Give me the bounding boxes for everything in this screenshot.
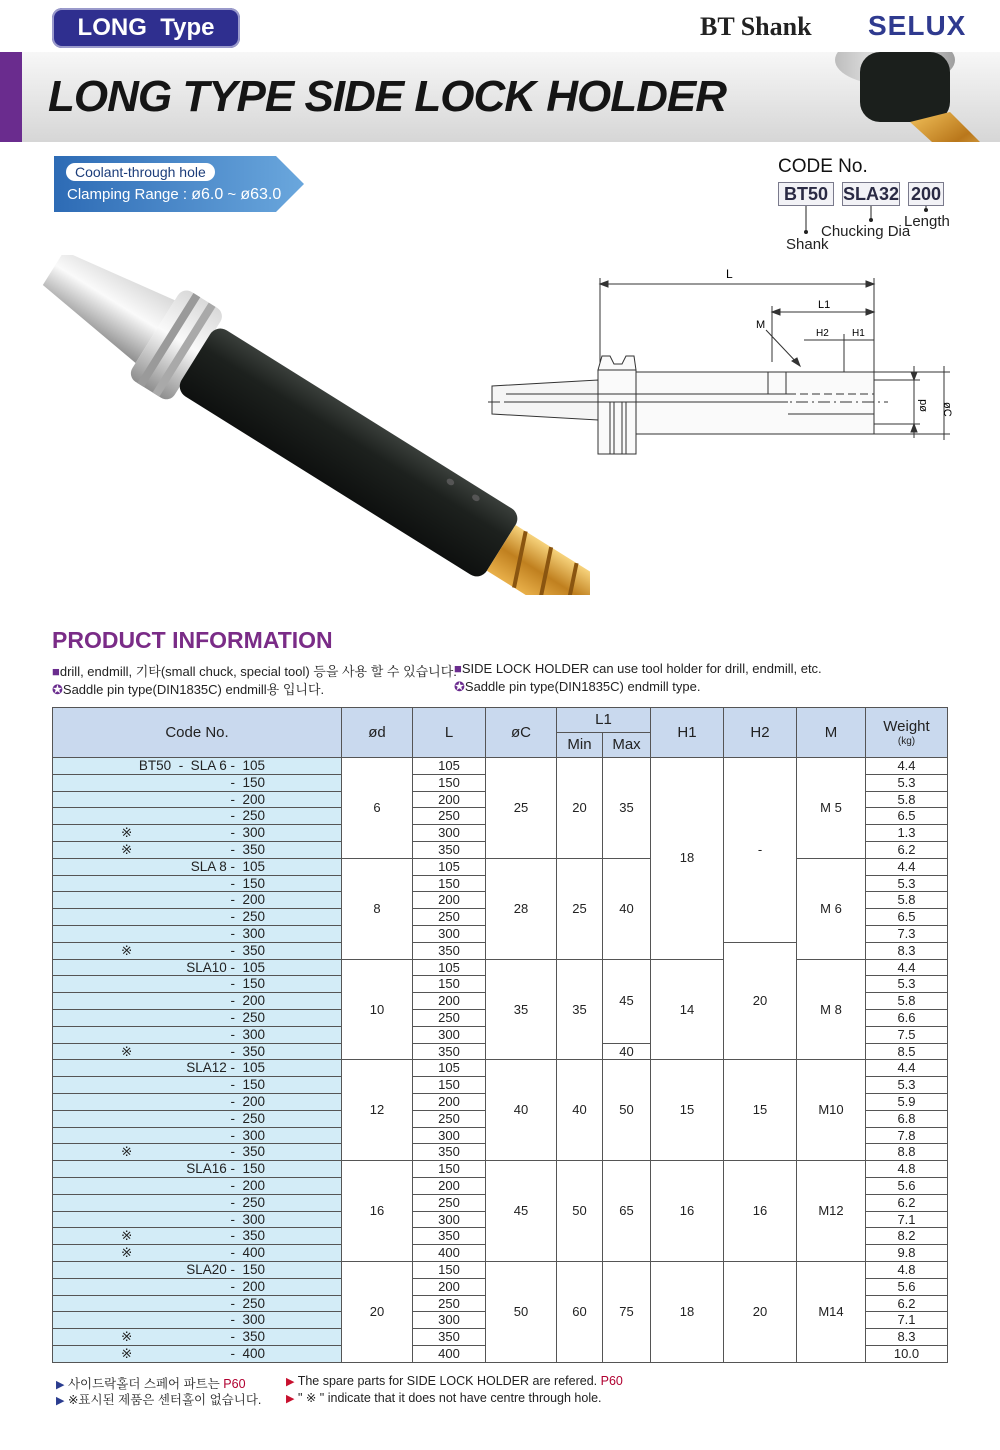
cell-code [53,1312,342,1329]
cell-code-text: SLA16 - 150 [186,1161,265,1177]
cell-L: 350 [413,841,486,858]
cell-L: 250 [413,1009,486,1026]
header-H1: H1 [651,708,724,758]
cell-L: 300 [413,925,486,942]
cell-code [53,1278,342,1295]
cell-mark: ※ [121,1144,133,1160]
cell-code [53,808,342,825]
cell-max: 40 [603,1043,651,1060]
table-row [53,959,948,976]
cell-od: 12 [342,1060,413,1161]
table-row [53,1060,948,1077]
cell-code-text: - 300 [230,1026,265,1042]
cell-code-text: - 150 [230,976,265,992]
cell-code-text: - 400 [230,1345,265,1361]
cell-od: 6 [342,758,413,859]
cell-mark: ※ [121,825,133,841]
cell-weight: 8.2 [866,1228,948,1245]
cell-code [53,841,342,858]
cell-H2: - [724,758,797,943]
cell-code [53,1194,342,1211]
drawing-label-L1: L1 [818,299,831,311]
cell-weight: 6.2 [866,1295,948,1312]
cell-H1: 15 [651,1060,724,1161]
cell-code-text: - 250 [230,909,265,925]
cell-max: 40 [603,858,651,959]
cell-H1: 14 [651,959,724,1060]
cell-weight: 5.3 [866,774,948,791]
cell-L: 150 [413,875,486,892]
cell-M: M 5 [797,758,866,859]
cell-weight: 5.6 [866,1177,948,1194]
cell-weight: 6.5 [866,909,948,926]
cell-code-text: SLA12 - 105 [186,1060,265,1076]
header-M: M [797,708,866,758]
cell-H1: 18 [651,758,724,960]
spec-table [52,707,948,1363]
code-label-chucking: Chucking Dia [821,223,911,240]
cell-code-text: - 350 [230,1144,265,1160]
cell-mark: ※ [121,1345,133,1361]
cell-code-text: - 150 [230,875,265,891]
cell-weight: 9.8 [866,1245,948,1262]
cell-L: 300 [413,1127,486,1144]
banner-accent [0,52,22,142]
cell-code [53,825,342,842]
cell-code-text: SLA10 - 105 [186,959,265,975]
cell-code-text: - 250 [230,1110,265,1126]
cell-M: M12 [797,1161,866,1262]
holder-banner-image [750,52,1000,142]
cell-mark: ※ [121,1245,133,1261]
cell-code [53,976,342,993]
cell-code-text: - 300 [230,1211,265,1227]
cell-code-text: - 150 [230,1077,265,1093]
cell-L: 350 [413,1043,486,1060]
cell-code-text: - 200 [230,791,265,807]
cell-L: 400 [413,1245,486,1262]
cell-weight: 8.5 [866,1043,948,1060]
cell-L: 250 [413,1194,486,1211]
cell-L: 105 [413,858,486,875]
cell-code-text: - 350 [230,1228,265,1244]
cell-code-text: - 350 [230,942,265,958]
cell-min: 20 [557,758,603,859]
cell-code [53,1261,342,1278]
cell-weight: 6.6 [866,1009,948,1026]
note-en-2: ✪Saddle pin type(DIN1835C) endmill type. [454,679,701,694]
table-row [53,1161,948,1178]
cell-code [53,1161,342,1178]
cell-code [53,1127,342,1144]
page-title: LONG TYPE SIDE LOCK HOLDER [48,72,727,121]
cell-code [53,774,342,791]
shank-label: BT Shank [700,12,812,41]
cell-code-text: SLA20 - 150 [186,1261,265,1277]
cell-code [53,791,342,808]
cell-L: 150 [413,1077,486,1094]
cell-weight: 4.8 [866,1161,948,1178]
cell-L: 250 [413,1110,486,1127]
table-row [53,1261,948,1278]
cell-L: 350 [413,1228,486,1245]
cell-H2: 20 [724,1261,797,1362]
cell-L: 350 [413,1329,486,1346]
note-en-1: ■SIDE LOCK HOLDER can use tool holder for drill, endmill, etc. [454,661,822,676]
cell-code [53,1009,342,1026]
cell-code [53,875,342,892]
cell-oc: 35 [486,959,557,1060]
cell-code [53,1245,342,1262]
cell-max: 45 [603,959,651,1043]
drawing-label-M: M [756,319,766,331]
cell-L: 400 [413,1345,486,1362]
cell-code-text: - 250 [230,1009,265,1025]
cell-code [53,1043,342,1060]
cell-weight: 1.3 [866,825,948,842]
cell-H2: 20 [724,942,797,1060]
cell-code [53,1295,342,1312]
cell-weight: 4.8 [866,1261,948,1278]
cell-min: 60 [557,1261,603,1362]
brand-logo: SELUX [868,10,967,41]
cell-L: 105 [413,1060,486,1077]
cell-code [53,909,342,926]
cell-code [53,1345,342,1362]
cell-H1: 16 [651,1161,724,1262]
cell-H2: 15 [724,1060,797,1161]
cell-code-text: - 150 [230,774,265,790]
header-H2: H2 [724,708,797,758]
cell-L: 350 [413,942,486,959]
cell-weight: 10.0 [866,1345,948,1362]
cell-weight: 8.8 [866,1144,948,1161]
cell-oc: 25 [486,758,557,859]
header-code: Code No. [53,708,342,758]
cell-mark: ※ [121,1329,133,1345]
cell-code-text: - 300 [230,825,265,841]
cell-M: M14 [797,1261,866,1362]
cell-code-text: - 300 [230,925,265,941]
note-kr-1: ■drill, endmill, 기타(small chuck, special tool) 등을 사용 할 수 있습니다. [52,664,457,679]
code-part-length: 200 [908,182,944,206]
cell-code-text: - 200 [230,892,265,908]
cell-weight: 7.5 [866,1026,948,1043]
cell-code [53,925,342,942]
cell-od: 10 [342,959,413,1060]
cell-code-text: - 350 [230,1043,265,1059]
note-kr-2: ✪Saddle pin type(DIN1835C) endmill용 입니다. [52,682,325,697]
code-label-shank: Shank [786,236,829,253]
cell-max: 75 [603,1261,651,1362]
code-part-shank: BT50 [778,182,834,206]
cell-L: 150 [413,774,486,791]
cell-weight: 7.1 [866,1211,948,1228]
cell-weight: 6.8 [866,1110,948,1127]
code-label-length: Length [904,213,950,230]
cell-L: 250 [413,909,486,926]
cell-code-text: - 400 [230,1245,265,1261]
clamping-range: Clamping Range : ø6.0 ~ ø63.0 [67,186,282,203]
cell-mark: ※ [121,1228,133,1244]
cell-code-text: - 250 [230,1194,265,1210]
cell-code-text: - 200 [230,1093,265,1109]
cell-max: 65 [603,1161,651,1262]
cell-L: 300 [413,1026,486,1043]
cell-weight: 4.4 [866,758,948,775]
cell-code-text: - 350 [230,841,265,857]
cell-code-text: - 250 [230,808,265,824]
cell-code [53,1060,342,1077]
cell-od: 20 [342,1261,413,1362]
cell-code [53,1228,342,1245]
cell-L: 200 [413,1093,486,1110]
cell-code [53,858,342,875]
cell-L: 150 [413,976,486,993]
title-banner [0,52,1000,142]
cell-L: 200 [413,791,486,808]
cell-weight: 5.8 [866,892,948,909]
drawing-label-H2: H2 [816,328,829,339]
cell-L: 300 [413,825,486,842]
cell-code [53,993,342,1010]
cell-weight: 4.4 [866,1060,948,1077]
cell-code [53,758,342,775]
cell-weight: 5.3 [866,875,948,892]
drawing-label-H1: H1 [852,328,865,339]
cell-code [53,959,342,976]
footnote-kr-1: ▶ 사이드락홀더 스페어 파트는 P60 [56,1377,246,1391]
cell-code [53,1026,342,1043]
drawing-label-L: L [726,267,733,281]
cell-od: 8 [342,858,413,959]
cell-min: 50 [557,1161,603,1262]
cell-code-text: - 200 [230,993,265,1009]
cell-weight: 5.8 [866,791,948,808]
cell-min: 40 [557,1060,603,1161]
cell-L: 150 [413,1161,486,1178]
cell-weight: 5.3 [866,976,948,993]
cell-oc: 40 [486,1060,557,1161]
cell-oc: 45 [486,1161,557,1262]
cell-weight: 5.6 [866,1278,948,1295]
cell-weight: 4.4 [866,858,948,875]
cell-code-text: - 300 [230,1312,265,1328]
drawing-label-od: ød [917,399,929,412]
cell-code-text: - 350 [230,1329,265,1345]
cell-od: 16 [342,1161,413,1262]
technical-drawing [488,262,978,462]
cell-L: 250 [413,1295,486,1312]
header-min: Min [557,733,603,758]
cell-mark: ※ [121,1043,133,1059]
cell-min: 35 [557,959,603,1060]
cell-L: 200 [413,892,486,909]
cell-L: 300 [413,1211,486,1228]
cell-code [53,1211,342,1228]
footnote-en-2: ▶ " ※ " indicate that it does not have centre through hole. [286,1391,602,1405]
table-row [53,758,948,775]
cell-code-text: SLA 8 - 105 [190,858,265,874]
cell-L: 200 [413,1278,486,1295]
cell-max: 50 [603,1060,651,1161]
cell-weight: 8.3 [866,942,948,959]
cell-weight: 5.3 [866,1077,948,1094]
cell-weight: 4.4 [866,959,948,976]
footnote-kr-2: ▶ ※표시된 제품은 센터홀이 없습니다. [56,1393,262,1407]
cell-L: 150 [413,1261,486,1278]
cell-oc: 50 [486,1261,557,1362]
header-weight: Weight (kg) [866,708,948,758]
cell-code [53,942,342,959]
cell-code [53,892,342,909]
cell-code [53,1077,342,1094]
header-max: Max [603,733,651,758]
cell-weight: 7.1 [866,1312,948,1329]
cell-code-text: - 300 [230,1127,265,1143]
cell-weight: 6.2 [866,1194,948,1211]
cell-L: 105 [413,959,486,976]
cell-weight: 5.9 [866,1093,948,1110]
cell-mark: ※ [121,841,133,857]
cell-weight: 7.3 [866,925,948,942]
code-part-chucking: SLA32 [842,182,900,206]
cell-L: 250 [413,808,486,825]
cell-oc: 28 [486,858,557,959]
cell-L: 200 [413,1177,486,1194]
cell-H2: 16 [724,1161,797,1262]
code-no-title: CODE No. [778,156,868,177]
header-oc: øC [486,708,557,758]
cell-code [53,1144,342,1161]
cell-code-text: - 200 [230,1278,265,1294]
cell-L: 300 [413,1312,486,1329]
cell-weight: 6.5 [866,808,948,825]
cell-code [53,1110,342,1127]
cell-weight: 5.8 [866,993,948,1010]
cell-weight: 7.8 [866,1127,948,1144]
drawing-label-oc: øC [941,402,953,417]
cell-code [53,1329,342,1346]
footnote-en-1: ▶ The spare parts for SIDE LOCK HOLDER are refered. P60 [286,1374,623,1388]
header-L: L [413,708,486,758]
product-info-title: PRODUCT INFORMATION [52,627,333,653]
cell-L: 350 [413,1144,486,1161]
cell-code [53,1093,342,1110]
table-row [53,858,948,875]
coolant-badge: Coolant-through hole [66,163,215,181]
cell-min: 25 [557,858,603,959]
cell-code-text: - 250 [230,1295,265,1311]
cell-max: 35 [603,758,651,859]
header-od: ød [342,708,413,758]
type-badge: LONG Type [52,8,240,48]
cell-M: M 6 [797,858,866,959]
cell-H1: 18 [651,1261,724,1362]
cell-code [53,1177,342,1194]
cell-L: 200 [413,993,486,1010]
cell-L: 105 [413,758,486,775]
header-L1: L1 [557,708,651,733]
cell-M: M10 [797,1060,866,1161]
cell-M: M 8 [797,959,866,1060]
cell-code-text: BT50 - SLA 6 - 105 [138,758,265,773]
cell-code-text: - 200 [230,1177,265,1193]
cell-weight: 8.3 [866,1329,948,1346]
cell-mark: ※ [121,942,133,958]
cell-weight: 6.2 [866,841,948,858]
